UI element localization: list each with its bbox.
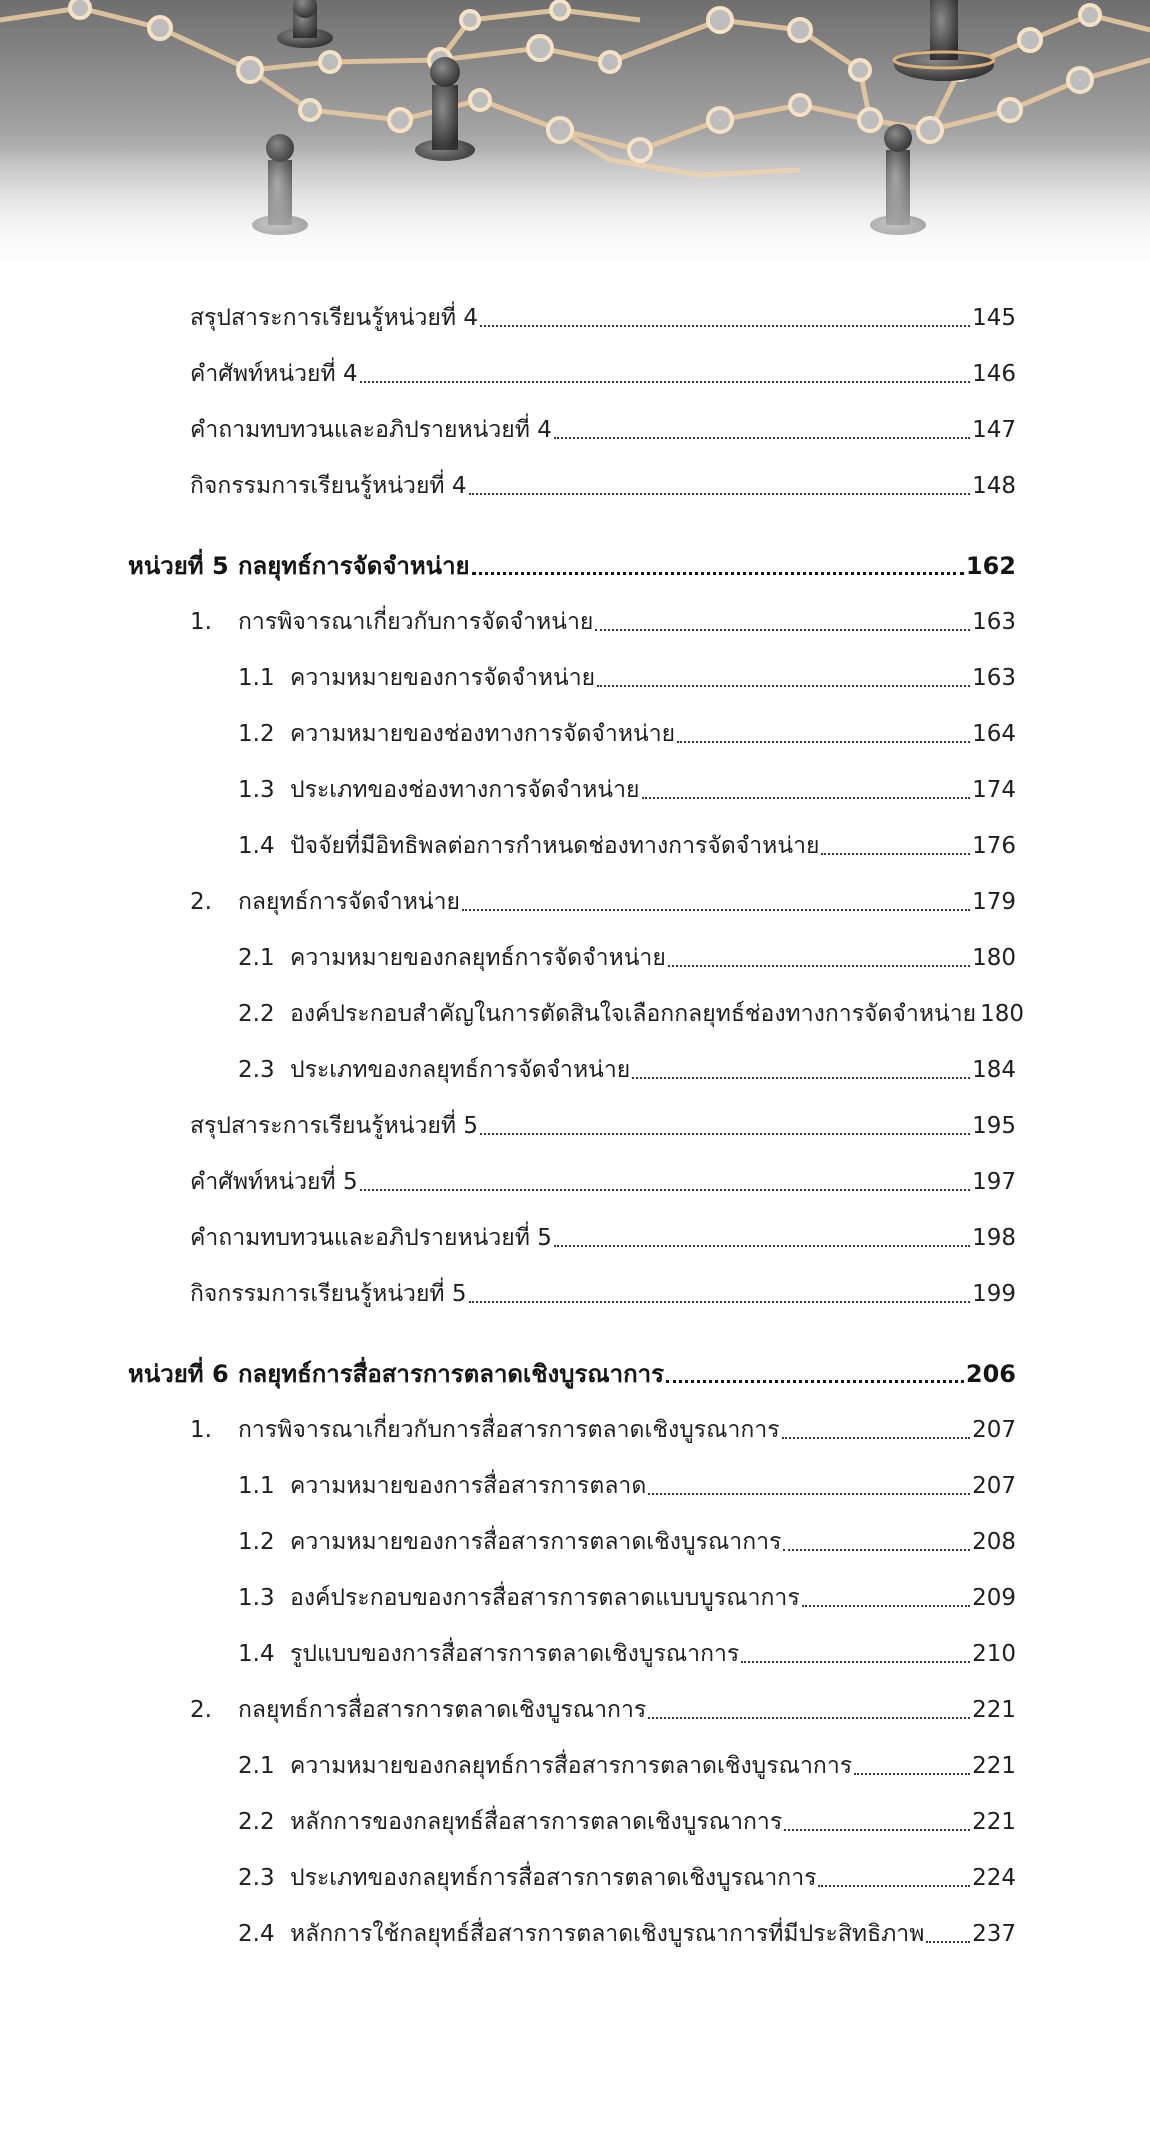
toc-entry-number: 1.1 (238, 1473, 275, 1499)
toc-entry-number: หน่วยที่ 5 (128, 552, 229, 580)
toc-entry-number: หน่วยที่ 6 (128, 1360, 229, 1388)
toc-page-number: 180 (972, 945, 1016, 971)
toc-page-number: 237 (972, 1921, 1016, 1947)
toc-entry-title: คำศัพท์หน่วยที่ 5 (190, 1169, 358, 1195)
toc-entry-title: สรุปสาระการเรียนรู้หน่วยที่ 5 (190, 1113, 478, 1139)
toc-page-number: 145 (972, 305, 1016, 331)
toc-entry-number: 1. (190, 1417, 212, 1443)
toc-entry[interactable] (238, 1466, 1016, 1506)
toc-page-number: 180 (980, 1001, 1025, 1027)
toc-entry-title: กลยุทธ์การสื่อสารการตลาดเชิงบูรณาการ (238, 1697, 647, 1723)
toc-entry-title: ความหมายของการจัดจำหน่าย (290, 665, 596, 691)
toc-entry-title: ประเภทของกลยุทธ์การสื่อสารการตลาดเชิงบูรณาการ (290, 1865, 817, 1891)
toc-entry-number: 1.2 (238, 1529, 275, 1555)
dot-leader (821, 843, 970, 855)
toc-entry-number: 2.2 (238, 1001, 275, 1027)
toc-entry-title: องค์ประกอบของการสื่อสารการตลาดแบบบูรณาการ (290, 1585, 800, 1611)
toc-entry[interactable] (238, 1802, 1016, 1842)
toc-page-number: 148 (972, 473, 1016, 499)
dot-leader (595, 619, 970, 631)
toc-entry-title: กลยุทธ์การจัดจำหน่าย (238, 552, 470, 580)
toc-entry-number: 1.4 (238, 1641, 275, 1667)
toc-page-number: 179 (972, 889, 1016, 915)
dot-leader (741, 1651, 970, 1663)
dot-leader (668, 955, 970, 967)
toc-page-number: 206 (965, 1360, 1016, 1388)
dot-leader (926, 1931, 970, 1943)
toc-entry[interactable] (190, 1690, 1016, 1730)
toc-entry-title: ความหมายของการสื่อสารการตลาดเชิงบูรณาการ (290, 1529, 782, 1555)
toc-entry[interactable] (190, 1162, 1016, 1202)
toc-entry[interactable] (238, 658, 1016, 698)
toc-entry[interactable] (238, 1914, 1016, 1954)
toc-page-number: 198 (972, 1225, 1016, 1251)
dot-leader (818, 1875, 970, 1887)
toc-entry[interactable] (190, 410, 1016, 450)
toc-entry-number: 1.1 (238, 665, 275, 691)
toc-entry-number: 1.3 (238, 777, 275, 803)
dot-leader (469, 483, 971, 495)
toc-entry-title: กิจกรรมการเรียนรู้หน่วยที่ 5 (190, 1281, 467, 1307)
toc-entry-title: กิจกรรมการเรียนรู้หน่วยที่ 4 (190, 473, 467, 499)
toc-unit-heading[interactable] (128, 546, 1016, 586)
toc-entry[interactable] (190, 1106, 1016, 1146)
dot-leader (480, 1123, 970, 1135)
toc-page-number: 174 (972, 777, 1016, 803)
toc-page-number: 146 (972, 361, 1016, 387)
toc-entry-title: ปัจจัยที่มีอิทธิพลต่อการกำหนดช่องทางการจัดจำหน่าย (290, 833, 820, 859)
toc-entry[interactable] (238, 826, 1016, 866)
toc-entry[interactable] (238, 1858, 1016, 1898)
toc-entry-number: 1. (190, 609, 212, 635)
toc-entry-title: ความหมายของกลยุทธ์การจัดจำหน่าย (290, 945, 666, 971)
toc-entry[interactable] (238, 1634, 1016, 1674)
toc-entry-number: 2. (190, 889, 212, 915)
dot-leader (462, 899, 970, 911)
toc-entry-title: การพิจารณาเกี่ยวกับการสื่อสารการตลาดเชิงบูรณาการ (238, 1417, 780, 1443)
toc-entry-number: 2.3 (238, 1865, 275, 1891)
toc-entry-number: 2. (190, 1697, 212, 1723)
toc-entry[interactable] (238, 1578, 1016, 1618)
toc-entry-title: ความหมายของกลยุทธ์การสื่อสารการตลาดเชิงบูรณาการ (290, 1753, 853, 1779)
toc-entry[interactable] (190, 466, 1016, 506)
toc-entry-number: 2.1 (238, 945, 275, 971)
dot-leader (480, 315, 970, 327)
toc-entry-title: หลักการของกลยุทธ์สื่อสารการตลาดเชิงบูรณาการ (290, 1809, 783, 1835)
toc-page-number: 184 (972, 1057, 1016, 1083)
toc-entry-title: กลยุทธ์การสื่อสารการตลาดเชิงบูรณาการ (238, 1360, 664, 1388)
dot-leader (783, 1539, 970, 1551)
toc-page-number: 197 (972, 1169, 1016, 1195)
toc-entry[interactable] (190, 354, 1016, 394)
toc-entry-title: หลักการใช้กลยุทธ์สื่อสารการตลาดเชิงบูรณาการที่มีประสิทธิภาพ (290, 1921, 925, 1947)
toc-page-number: 209 (972, 1585, 1016, 1611)
toc-page-number: 163 (972, 665, 1016, 691)
toc-entry-title: รูปแบบของการสื่อสารการตลาดเชิงบูรณาการ (290, 1641, 740, 1667)
toc-entry[interactable] (238, 938, 1016, 978)
toc-entry[interactable] (238, 1522, 1016, 1562)
dot-leader (782, 1427, 971, 1439)
toc-entry-number: 1.3 (238, 1585, 275, 1611)
dot-leader (469, 1291, 971, 1303)
toc-entry[interactable] (238, 1050, 1016, 1090)
toc-entry[interactable] (238, 1746, 1016, 1786)
dot-leader (360, 1179, 970, 1191)
toc-entry-number: 2.1 (238, 1753, 275, 1779)
toc-entry-title: คำถามทบทวนและอภิปรายหน่วยที่ 4 (190, 417, 552, 443)
dot-leader (597, 675, 970, 687)
dot-leader (648, 1483, 970, 1495)
toc-page-number: 147 (972, 417, 1016, 443)
toc-entry-title: ความหมายของช่องทางการจัดจำหน่าย (290, 721, 676, 747)
toc-page-number: 210 (972, 1641, 1016, 1667)
dot-leader (648, 1707, 970, 1719)
dot-leader (554, 427, 970, 439)
toc-page-number: 176 (972, 833, 1016, 859)
toc-entry-title: ประเภทของกลยุทธ์การจัดจำหน่าย (290, 1057, 631, 1083)
toc-page-number: 199 (972, 1281, 1016, 1307)
toc-entry[interactable] (190, 1274, 1016, 1314)
toc-page-number: 221 (972, 1753, 1016, 1779)
dot-leader (642, 787, 971, 799)
dot-leader (802, 1595, 970, 1607)
toc-page-number: 164 (972, 721, 1016, 747)
toc-entry[interactable] (190, 602, 1016, 642)
toc-entry[interactable] (238, 770, 1016, 810)
toc-page-number: 221 (972, 1809, 1016, 1835)
toc-entry-title: องค์ประกอบสำคัญในการตัดสินใจเลือกกลยุทธ์ช่องทางการจัดจำหน่าย (290, 1001, 977, 1027)
toc-entry-title: การพิจารณาเกี่ยวกับการจัดจำหน่าย (238, 609, 594, 635)
toc-page-number: 163 (972, 609, 1016, 635)
dot-leader (360, 371, 970, 383)
toc-page-number: 162 (965, 552, 1016, 580)
toc-page-number: 207 (972, 1473, 1016, 1499)
toc-entry[interactable] (238, 714, 1016, 754)
dot-leader (677, 731, 970, 743)
toc-entry-number: 2.3 (238, 1057, 275, 1083)
toc-entry-title: กลยุทธ์การจัดจำหน่าย (238, 889, 460, 915)
toc-entry-number: 2.4 (238, 1921, 275, 1947)
dot-leader (784, 1819, 970, 1831)
toc-page-number: 208 (972, 1529, 1016, 1555)
toc-entry[interactable] (190, 1218, 1016, 1258)
toc-page-number: 221 (972, 1697, 1016, 1723)
dot-leader (632, 1067, 970, 1079)
dot-leader (666, 1370, 964, 1383)
toc-page-number: 207 (972, 1417, 1016, 1443)
toc-entry-number: 1.4 (238, 833, 275, 859)
toc-entry-title: ประเภทของช่องทางการจัดจำหน่าย (290, 777, 640, 803)
toc-entry[interactable] (190, 298, 1016, 338)
toc-entry-title: คำศัพท์หน่วยที่ 4 (190, 361, 358, 387)
toc-unit-heading[interactable] (128, 1354, 1016, 1394)
dot-leader (554, 1235, 970, 1247)
toc-page-number: 224 (972, 1865, 1016, 1891)
toc-entry-title: ความหมายของการสื่อสารการตลาด (290, 1473, 647, 1499)
dot-leader (472, 562, 964, 575)
toc-page-number: 195 (972, 1113, 1016, 1139)
toc-entry-number: 1.2 (238, 721, 275, 747)
toc-entry[interactable] (190, 1410, 1016, 1450)
dot-leader (854, 1763, 970, 1775)
toc-entry-number: 2.2 (238, 1809, 275, 1835)
toc-entry-title: สรุปสาระการเรียนรู้หน่วยที่ 4 (190, 305, 478, 331)
toc-entry[interactable] (238, 994, 1025, 1034)
toc-entry-title: คำถามทบทวนและอภิปรายหน่วยที่ 5 (190, 1225, 552, 1251)
toc-entry[interactable] (190, 882, 1016, 922)
